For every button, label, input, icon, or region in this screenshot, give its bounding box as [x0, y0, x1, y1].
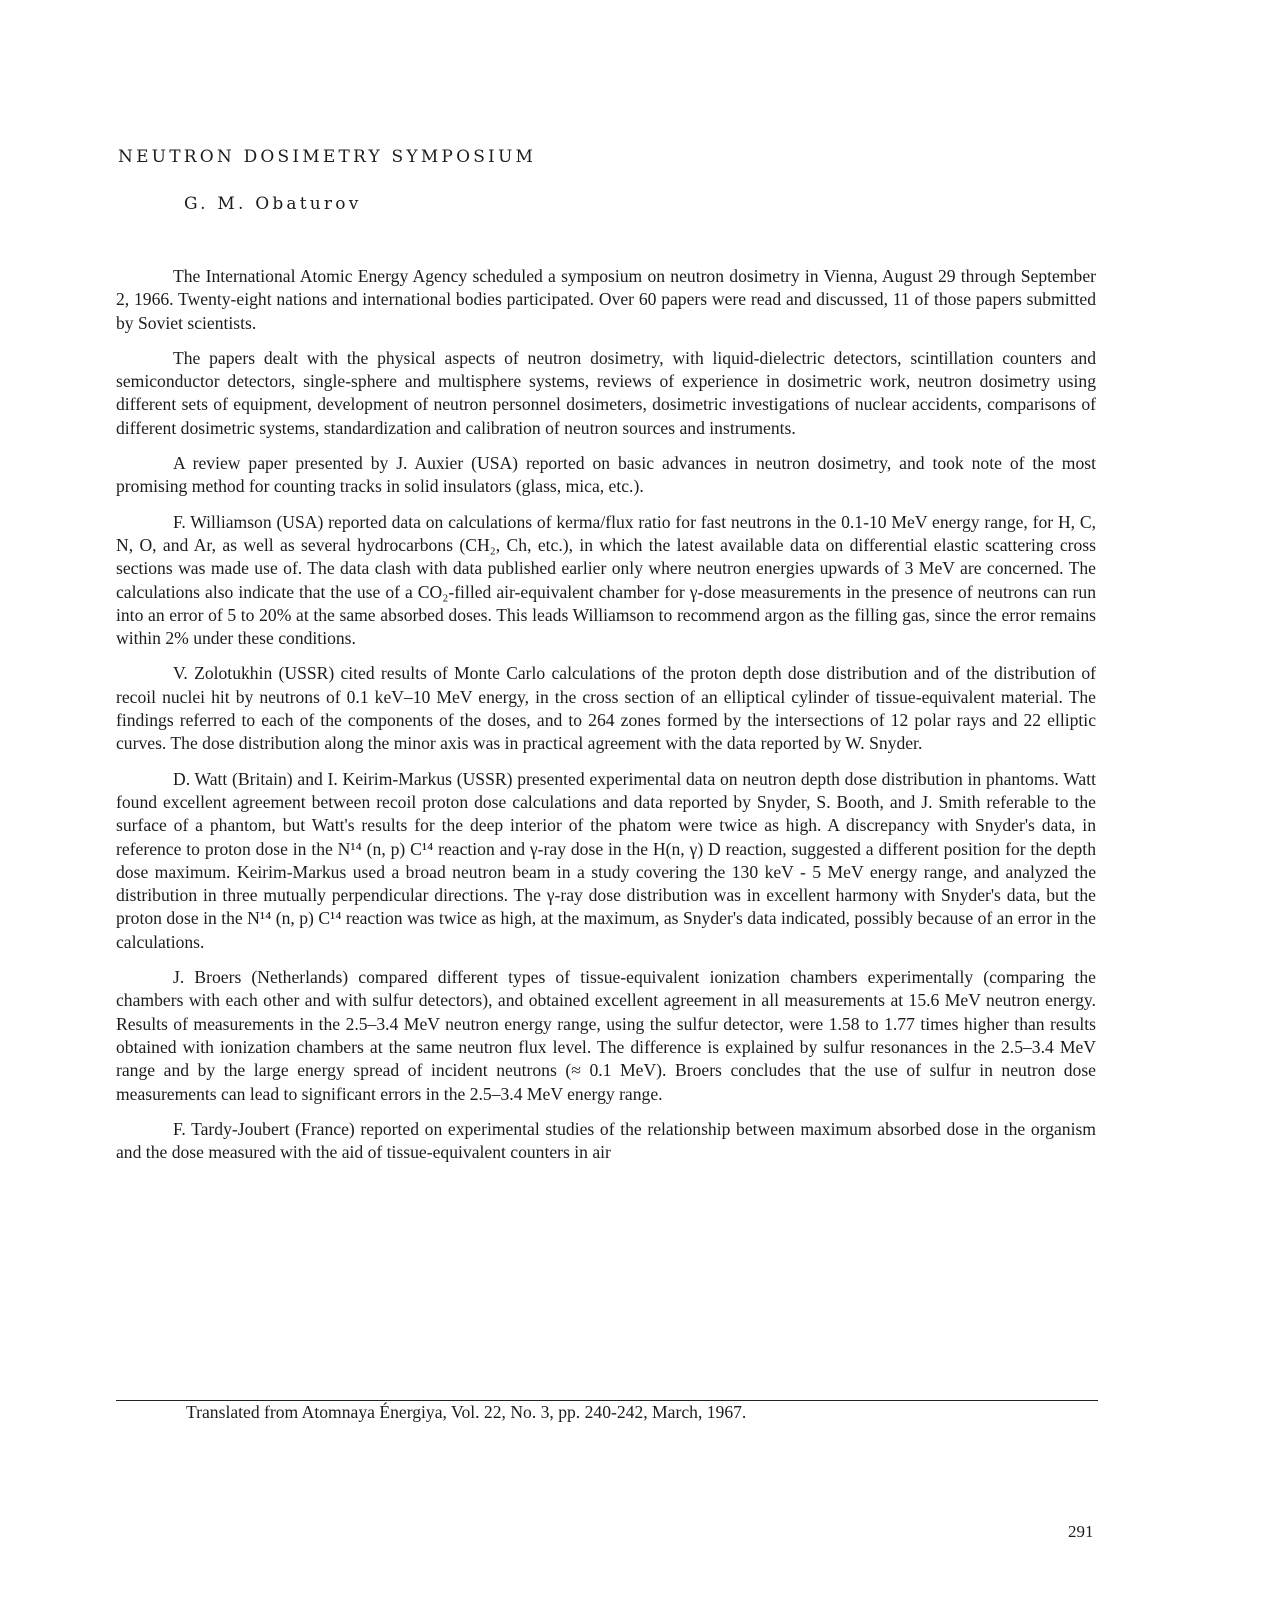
- paragraph-8: F. Tardy-Joubert (France) reported on experimental studies of the relationship between maximum absorbed dose in the organism and the dose measured with the aid of tissue-equivalent counters in air: [116, 1118, 1096, 1163]
- paragraph-3: A review paper presented by J. Auxier (USA) reported on basic advances in neutron dosimetry, and took note of the most promising method for counting tracks in solid insulators (glass, mica, etc.).: [116, 453, 1096, 497]
- page-number: 291: [1068, 1522, 1094, 1541]
- paragraph-7: J. Broers (Netherlands) compared different types of tissue-equivalent ionization chambers experimentally (comparing the chambers with each other and with sulfur detectors), and obtained excellent agreement in all measurements at 15.6 MeV neutron energy. Results of measurements in the 2.5–3.4 MeV neutron energy range, using the sulfur detector, were 1.58 to 1.77 times higher than results obtained with ionization chambers at the same neutron flux level. The difference is explained by sulfur resonances in the 2.5–3.4 MeV range and by the large energy spread of incident neutrons (≈ 0.1 MeV). Broers concludes that the use of sulfur in neutron dose measurements can lead to significant errors in the 2.5–3.4 MeV energy range.: [116, 967, 1096, 1104]
- paragraph-4: F. Williamson (USA) reported data on calculations of kerma/flux ratio for fast neutrons in the 0.1-10 MeV energy range, for H, C, N, O, and Ar, as well as several hydrocarbons (CH₂, Ch, etc.), in which the latest available data on differential elastic scattering cross sections was made use of. The data clash with data published earlier only where neutron energies upwards of 3 MeV are concerned. The calculations also indicate that the use of a CO₂-filled air-equivalent chamber for γ-dose measurements in the presence of neutrons can run into an error of 5 to 20% at the same absorbed doses. This leads Williamson to recommend argon as the filling gas, since the error remains within 2% under these conditions.: [116, 511, 1096, 649]
- translation-footnote: Translated from Atomnaya Énergiya, Vol. 22, No. 3, pp. 240-242, March, 1967.: [186, 1402, 747, 1422]
- article-author: G. M. Obaturov: [184, 194, 362, 214]
- paragraph-5: V. Zolotukhin (USSR) cited results of Monte Carlo calculations of the proton depth dose distribution and of the distribution of recoil nuclei hit by neutrons of 0.1 keV–10 MeV energy, in the cross section of an elliptical cylinder of tissue-equivalent material. The findings referred to each of the components of the doses, and to 264 zones formed by the intersections of 12 polar rays and 22 elliptic curves. The dose distribution along the minor axis was in practical agreement with the data reported by W. Snyder.: [116, 663, 1096, 754]
- paragraph-6: D. Watt (Britain) and I. Keirim-Markus (USSR) presented experimental data on neutron depth dose distribution in phantoms. Watt found excellent agreement between recoil proton dose calculations and data reported by Snyder, S. Booth, and J. Smith referable to the surface of a phantom, but Watt's results for the deep interior of the phatom were twice as high. A discrepancy with Snyder's data, in reference to proton dose in the N¹⁴ (n, p) C¹⁴ reaction and γ-ray dose in the H(n, γ) D reaction, suggested a different position for the depth dose maximum. Keirim-Markus used a broad neutron beam in a study covering the 130 keV - 5 MeV energy range, and analyzed the distribution in three mutually perpendicular directions. The γ-ray dose distribution was in excellent harmony with Snyder's data, but the proton dose in the N¹⁴ (n, p) C¹⁴ reaction was twice as high, at the maximum, as Snyder's data indicated, possibly because of an error in the calculations.: [116, 768, 1096, 952]
- footnote-divider: [116, 1400, 1098, 1401]
- paragraph-2: The papers dealt with the physical aspects of neutron dosimetry, with liquid-dielectric detectors, scintillation counters and semiconductor detectors, single-sphere and multisphere systems, reviews of experience in dosimetric work, neutron dosimetry using different sets of equipment, development of neutron personnel dosimeters, dosimetric investigations of nuclear accidents, comparisons of different dosimetric systems, standardization and calibration of neutron sources and instruments.: [116, 347, 1096, 438]
- article-body: [116, 265, 1096, 1176]
- paragraph-1: The International Atomic Energy Agency scheduled a symposium on neutron dosimetry in Vienna, August 29 through September 2, 1966. Twenty-eight nations and international bodies participated. Over 60 papers were read and discussed, 11 of those papers submitted by Soviet scientists.: [116, 266, 1096, 333]
- article-title: NEUTRON DOSIMETRY SYMPOSIUM: [118, 147, 537, 167]
